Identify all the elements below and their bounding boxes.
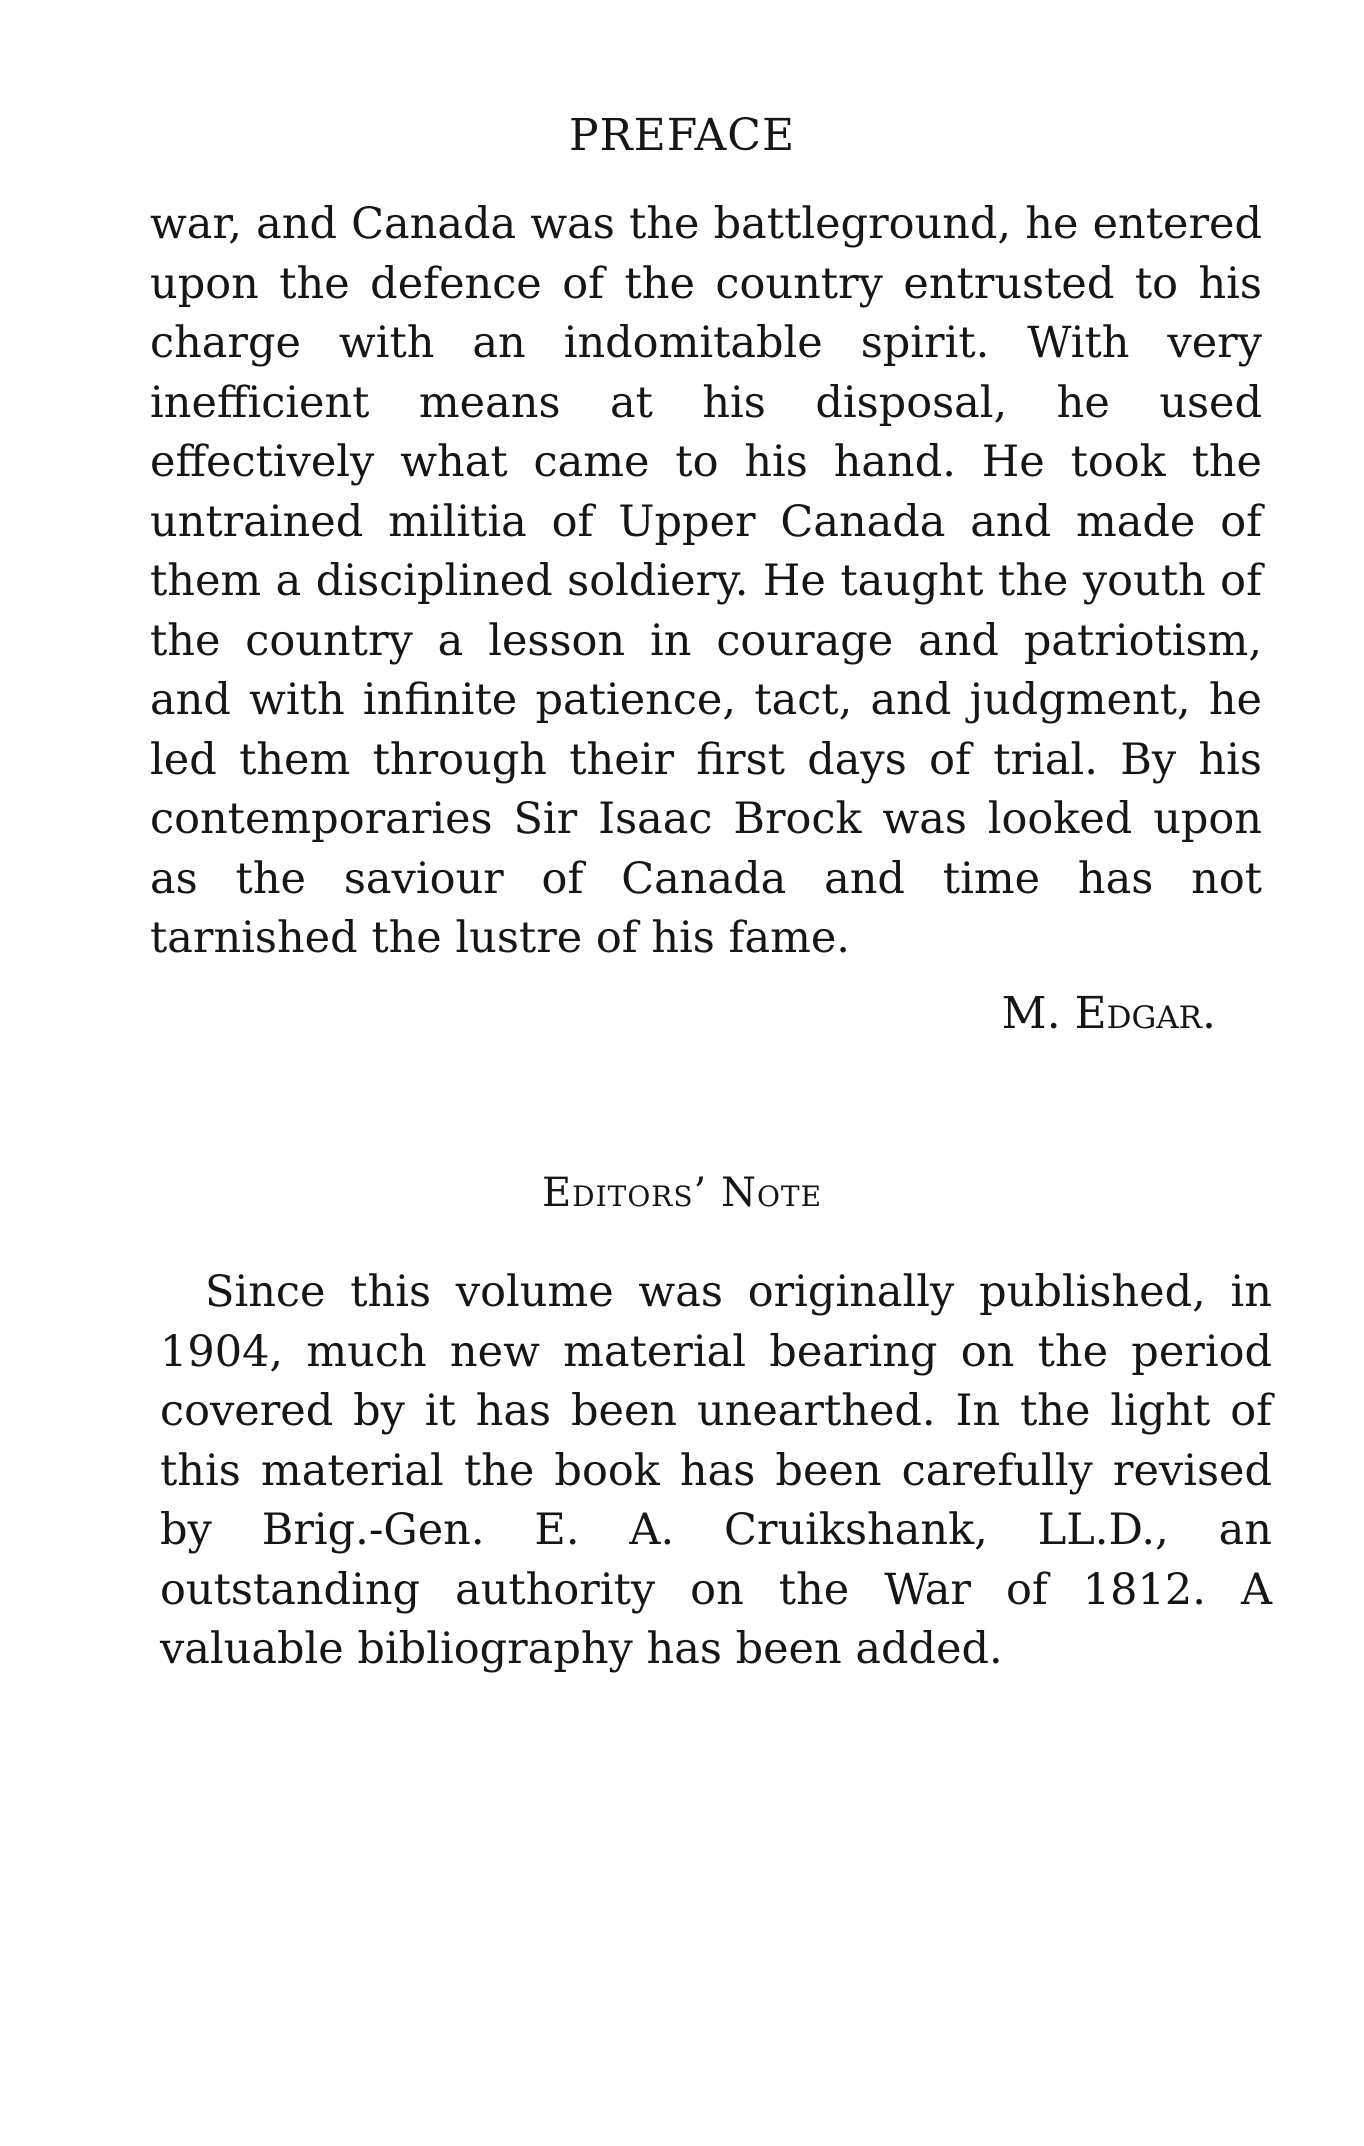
preface-paragraph: war, and Canada was the battleground, he entered upon the defence of the country entrusted to his charge with an indomitable spirit. With very inefficient means at his disposal, he used effectively what came to his hand. He took the untrained militia of Upper Canada and made of them a disciplined soldiery. He taught the youth of the country a lesson in courage and patriotism, and with infinite patience, tact, and judgment, he led them through their first days of trial. By his contemporaries Sir Isaac Brock was looked upon as the saviour of Canada and time has not tarnished the lustre of his fame.	[150, 199, 1262, 963]
editors-note-heading: Editors’ Note	[541, 1170, 823, 1216]
editors-note-paragraph: Since this volume was originally published, in 1904, much new material bearing on the period covered by it has been unearthed. In the light of this material the book has been carefully revised by Brig.-Gen. E. A. Cruikshank, LL.D., an outstanding authority on the War of 1812. A valuable bibliography has been added.	[160, 1267, 1272, 1674]
running-head: PREFACE	[568, 110, 796, 161]
author-signature: M. Edgar.	[1001, 988, 1216, 1039]
